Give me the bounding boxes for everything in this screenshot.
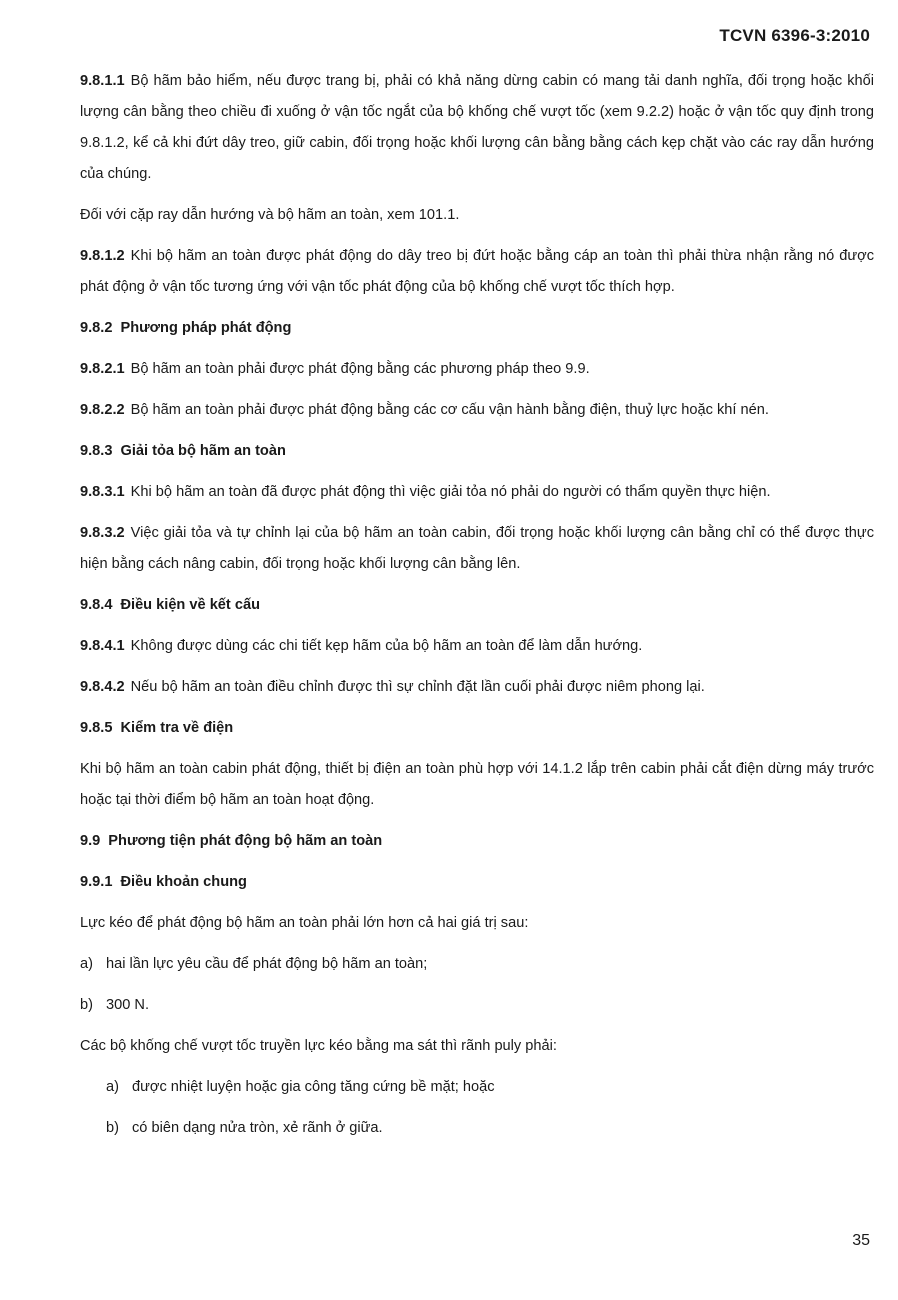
clause-text: Bộ hãm an toàn phải được phát động bằng các cơ cấu vận hành bằng điện, thuỷ lực hoặc khí nén. [130,402,769,418]
paragraph-text: Các bộ khống chế vượt tốc truyền lực kéo bằng ma sát thì rãnh puly phải: [80,1038,557,1054]
section-number: 9.9 [80,833,101,849]
paragraph-text: Lực kéo để phát động bộ hãm an toàn phải lớn hơn cả hai giá trị sau: [80,915,529,931]
list-item-text: 300 N. [106,997,149,1013]
paragraph-pulley-groove [80,1031,874,1062]
list-marker: a) [106,1079,119,1095]
clause-9-8-4-2 [80,672,874,703]
list-item-text: có biên dạng nửa tròn, xẻ rãnh ở giữa. [132,1120,383,1136]
list-item [80,1113,874,1144]
clause-text: Bộ hãm bảo hiểm, nếu được trang bị, phải có khả năng dừng cabin có mang tải danh nghĩa, đối trọng hoặc khối lượng cân bằng theo chiều đi xuống ở vận tốc ngắt của bộ khống chế vượt tốc (xem 9.2.2) hoặc ở vận tốc quy định trong 9.8.1.2, kể cả khi đứt dây treo, giữ cabin, đối trọng hoặc khối lượng cân bằng bằng cách kẹp chặt vào các ray dẫn hướng của chúng. [80,73,874,182]
clause-9-8-4-1 [80,631,874,662]
clause-9-8-1-1 [80,66,874,190]
clause-9-8-3-1 [80,477,874,508]
list-item-text: được nhiệt luyện hoặc gia công tăng cứng bề mặt; hoặc [132,1079,495,1095]
paragraph-pull-force [80,908,874,939]
paragraph-text: Đối với cặp ray dẫn hướng và bộ hãm an toàn, xem 101.1. [80,207,460,223]
clause-number: 9.8.2.1 [80,361,125,377]
section-title: Giải tỏa bộ hãm an toàn [120,443,286,459]
list-marker: a) [80,956,93,972]
section-number: 9.8.5 [80,720,113,736]
clause-text: Khi bộ hãm an toàn được phát động do dây treo bị đứt hoặc bằng cáp an toàn thì phải thừa nhận rằng nó được phát động ở vận tốc tương ứng với vận tốc phát động của bộ khống chế vượt tốc thích hợp. [80,248,874,295]
clause-9-8-3-2 [80,518,874,580]
clause-text: Không được dùng các chi tiết kẹp hãm của bộ hãm an toàn để làm dẫn hướng. [130,638,643,654]
clause-9-8-2-2 [80,395,874,426]
section-title: Phương pháp phát động [120,320,292,336]
section-heading-9-8-5 [80,713,874,744]
clause-number: 9.8.3.2 [80,525,125,541]
clause-number: 9.8.1.2 [80,248,125,264]
page-number: 35 [852,1232,870,1249]
paragraph-electrical-check [80,754,874,816]
list-item [80,949,874,980]
list-item [80,990,874,1021]
section-heading-9-8-2 [80,313,874,344]
section-title: Điều khoản chung [120,874,247,890]
section-title: Phương tiện phát động bộ hãm an toàn [108,833,383,849]
document-body [80,66,874,1154]
clause-text: Khi bộ hãm an toàn đã được phát động thì việc giải tỏa nó phải do người có thẩm quyền thực hiện. [130,484,771,500]
list-item-text: hai lần lực yêu cầu để phát động bộ hãm an toàn; [106,956,428,972]
section-heading-9-8-3 [80,436,874,467]
section-number: 9.8.4 [80,597,113,613]
section-number: 9.8.3 [80,443,113,459]
clause-text: Việc giải tỏa và tự chỉnh lại của bộ hãm an toàn cabin, đối trọng hoặc khối lượng cân bằng chỉ có thể được thực hiện bằng cách nâng cabin, đối trọng hoặc khối lượng cân bằng lên. [80,525,874,572]
section-heading-9-8-4 [80,590,874,621]
paragraph-text: Khi bộ hãm an toàn cabin phát động, thiết bị điện an toàn phù hợp với 14.1.2 lắp trên cabin phải cắt điện dừng máy trước hoặc tại thời điểm bộ hãm an toàn hoạt động. [80,761,874,808]
clause-9-8-1-2 [80,241,874,303]
clause-text: Bộ hãm an toàn phải được phát động bằng các phương pháp theo 9.9. [130,361,590,377]
list-marker: b) [106,1120,119,1136]
standard-code: TCVN 6396-3:2010 [719,26,870,45]
clause-number: 9.8.1.1 [80,73,125,89]
section-number: 9.9.1 [80,874,113,890]
section-number: 9.8.2 [80,320,113,336]
section-heading-9-9-1 [80,867,874,898]
section-title: Điều kiện về kết cấu [120,597,260,613]
clause-number: 9.8.4.2 [80,679,125,695]
clause-number: 9.8.4.1 [80,638,125,654]
section-title: Kiểm tra về điện [120,720,234,736]
clause-text: Nếu bộ hãm an toàn điều chỉnh được thì sự chỉnh đặt lần cuối phải được niêm phong lại. [130,679,705,695]
clause-number: 9.8.2.2 [80,402,125,418]
paragraph-guide-rail-reference [80,200,874,231]
section-heading-9-9 [80,826,874,857]
list-item [80,1072,874,1103]
list-marker: b) [80,997,93,1013]
clause-number: 9.8.3.1 [80,484,125,500]
clause-9-8-2-1 [80,354,874,385]
